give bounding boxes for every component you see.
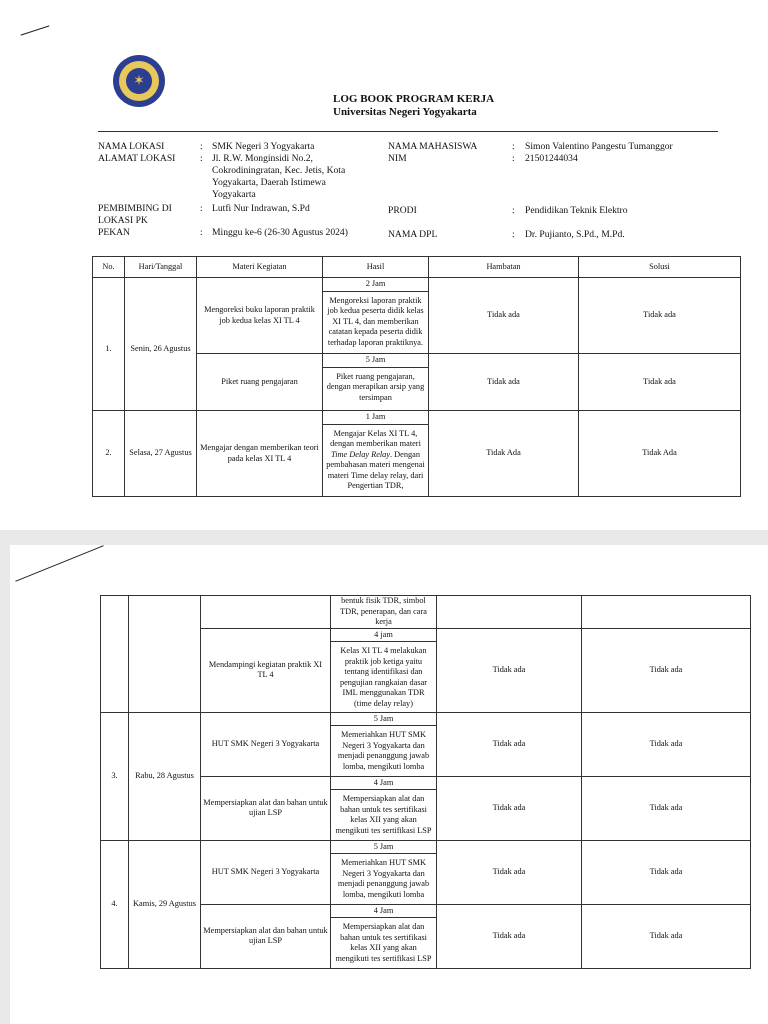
row-no: 3. [101, 712, 129, 840]
hasil-italic-term: Time Delay Relay [331, 449, 391, 459]
solusi-cell: Tidak ada [582, 904, 751, 968]
solusi-cell [582, 596, 751, 629]
colon: : [512, 229, 515, 240]
nama-lokasi-value: SMK Negeri 3 Yogyakarta [212, 141, 315, 152]
document-title [333, 93, 494, 119]
duration: 5 Jam [331, 841, 436, 855]
pembimbing-label-line: PEMBIMBING DI [98, 203, 172, 214]
nama-mahasiswa-label: NAMA MAHASISWA [388, 141, 478, 152]
hasil-text: Mengoreksi laporan praktik job kedua peserta didik kelas XI TL 4, dan memberikan catatan kepada peserta didik terhadap laporan praktiknya. [327, 295, 424, 347]
solusi-cell: Tidak ada [582, 840, 751, 904]
duration: 4 jam [331, 629, 436, 643]
table-row [93, 278, 741, 354]
header-materi: Materi Kegiatan [197, 257, 323, 278]
hasil-cell [331, 776, 437, 840]
row-no: 1. [93, 278, 125, 411]
row-no: 4. [101, 840, 129, 968]
duration: 4 Jam [331, 777, 436, 791]
header-no: No. [93, 257, 125, 278]
hasil-cell [331, 712, 437, 776]
prodi-value: Pendidikan Teknik Elektro [525, 205, 628, 216]
prodi-label: PRODI [388, 205, 417, 216]
logbook-title: LOG BOOK PROGRAM KERJA [333, 93, 495, 105]
table-header-row [93, 257, 741, 278]
hambatan-cell [437, 596, 582, 629]
materi-cell: Mendampingi kegiatan praktik XI TL 4 [201, 628, 331, 712]
alamat-line: Jl. R.W. Monginsidi No.2, [212, 153, 313, 164]
colon: : [512, 153, 515, 164]
uny-logo: ✶ [113, 55, 165, 107]
materi-cell: Mempersiapkan alat dan bahan untuk ujian LSP [201, 776, 331, 840]
hambatan-cell: Tidak ada [437, 840, 582, 904]
logbook-table-page-2 [100, 595, 751, 969]
colon: : [200, 141, 203, 152]
header-hasil: Hasil [323, 257, 429, 278]
row-date [129, 596, 201, 713]
hambatan-cell: Tidak ada [429, 354, 579, 411]
pembimbing-value: Lutfi Nur Indrawan, S.Pd [212, 203, 310, 214]
colon: : [200, 153, 203, 164]
hasil-cell [323, 411, 429, 497]
solusi-cell: Tidak Ada [579, 411, 741, 497]
pen-mark [15, 545, 103, 582]
materi-cell: Mempersiapkan alat dan bahan untuk ujian LSP [201, 904, 331, 968]
duration: 1 Jam [323, 411, 428, 425]
pekan-label: PEKAN [98, 227, 130, 238]
materi-cell: HUT SMK Negeri 3 Yogyakarta [201, 712, 331, 776]
solusi-cell: Tidak ada [582, 776, 751, 840]
pembimbing-label-line: LOKASI PK [98, 215, 148, 226]
materi-cell: HUT SMK Negeri 3 Yogyakarta [201, 840, 331, 904]
hasil-text: Piket ruang pengajaran, dengan merapikan arsip yang tersimpan [326, 371, 425, 402]
header-divider [98, 131, 718, 132]
solusi-cell: Tidak ada [582, 712, 751, 776]
alamat-lokasi-label: ALAMAT LOKASI [98, 153, 176, 164]
hambatan-cell: Tidak ada [437, 628, 582, 712]
colon: : [200, 227, 203, 238]
hasil-text: Mempersiapkan alat dan bahan untuk tes sertifikasi kelas XII yang akan mengikuti tes sertifikasi LSP [335, 922, 432, 963]
alamat-line: Yogyakarta [212, 189, 256, 200]
nim-label: NIM [388, 153, 407, 164]
alamat-line: Yogyakarta, Daerah Istimewa [212, 177, 326, 188]
header-hari-tanggal: Hari/Tanggal [125, 257, 197, 278]
hasil-cell [331, 628, 437, 712]
row-date: Selasa, 27 Agustus [125, 411, 197, 497]
university-name: Universitas Negeri Yogyakarta [333, 106, 477, 118]
hasil-cell [331, 904, 437, 968]
hasil-text: . Dengan pembahasan materi mengenai materi Time delay relay, dari Pengertian TDR, [326, 449, 425, 490]
row-date: Kamis, 29 Agustus [129, 840, 201, 968]
colon: : [200, 203, 203, 214]
hasil-cell: bentuk fisik TDR, simbol TDR, penerapan, dan cara kerja [331, 596, 437, 629]
duration: 2 Jam [323, 278, 428, 292]
alamat-line: Cokrodiningratan, Kec. Jetis, Kota [212, 165, 346, 176]
table-row [101, 712, 751, 776]
nama-dpl-label: NAMA DPL [388, 229, 438, 240]
solusi-cell: Tidak ada [579, 278, 741, 354]
nim-value: 21501244034 [525, 153, 578, 164]
hambatan-cell: Tidak ada [429, 278, 579, 354]
hasil-text: Mempersiapkan alat dan bahan untuk tes sertifikasi kelas XII yang akan mengikuti tes sertifikasi LSP [335, 794, 432, 835]
table-row [93, 411, 741, 497]
hasil-text: Memeriahkan HUT SMK Negeri 3 Yogyakarta dan menjadi penanggung jawab lomba, mengikuti lomba [337, 730, 430, 771]
duration: 5 Jam [323, 354, 428, 368]
hasil-text: Mengajar Kelas XI TL 4, dengan memberikan materi [330, 428, 421, 448]
logbook-table-page-1 [92, 256, 741, 497]
alamat-lokasi-value [212, 153, 345, 201]
pekan-value: Minggu ke-6 (26-30 Agustus 2024) [212, 227, 348, 238]
solusi-cell: Tidak ada [582, 628, 751, 712]
table-row [101, 596, 751, 629]
row-no [101, 596, 129, 713]
hasil-cell [323, 278, 429, 354]
logbook-page-2 [10, 545, 768, 1024]
row-no: 2. [93, 411, 125, 497]
nama-dpl-value: Dr. Pujianto, S.Pd., M.Pd. [525, 229, 625, 240]
row-date: Senin, 26 Agustus [125, 278, 197, 411]
header-hambatan: Hambatan [429, 257, 579, 278]
colon: : [512, 141, 515, 152]
nama-lokasi-label: NAMA LOKASI [98, 141, 165, 152]
colon: : [512, 205, 515, 216]
duration: 5 Jam [331, 713, 436, 727]
nama-mahasiswa-value: Simon Valentino Pangestu Tumanggor [525, 141, 673, 152]
hasil-cell [323, 354, 429, 411]
solusi-cell: Tidak ada [579, 354, 741, 411]
hasil-text: Memeriahkan HUT SMK Negeri 3 Yogyakarta dan menjadi penanggung jawab lomba, mengikuti lomba [337, 858, 430, 899]
materi-cell [201, 596, 331, 629]
table-row [101, 840, 751, 904]
duration: 4 Jam [331, 905, 436, 919]
materi-cell: Piket ruang pengajaran [197, 354, 323, 411]
hambatan-cell: Tidak ada [437, 904, 582, 968]
hambatan-cell: Tidak ada [437, 712, 582, 776]
hambatan-cell: Tidak Ada [429, 411, 579, 497]
header-solusi: Solusi [579, 257, 741, 278]
pembimbing-label [98, 203, 172, 227]
materi-cell: Mengajar dengan memberikan teori pada kelas XI TL 4 [197, 411, 323, 497]
pen-mark [21, 25, 50, 35]
hasil-text: Kelas XI TL 4 melakukan praktik job ketiga yaitu tentang identifikasi dan pengujian rangkaian dasar IML menggunakan TDR (time delay relay) [339, 646, 428, 708]
hasil-cell [331, 840, 437, 904]
row-date: Rabu, 28 Agustus [129, 712, 201, 840]
materi-cell: Mengoreksi buku laporan praktik job kedua kelas XI TL 4 [197, 278, 323, 354]
hambatan-cell: Tidak ada [437, 776, 582, 840]
